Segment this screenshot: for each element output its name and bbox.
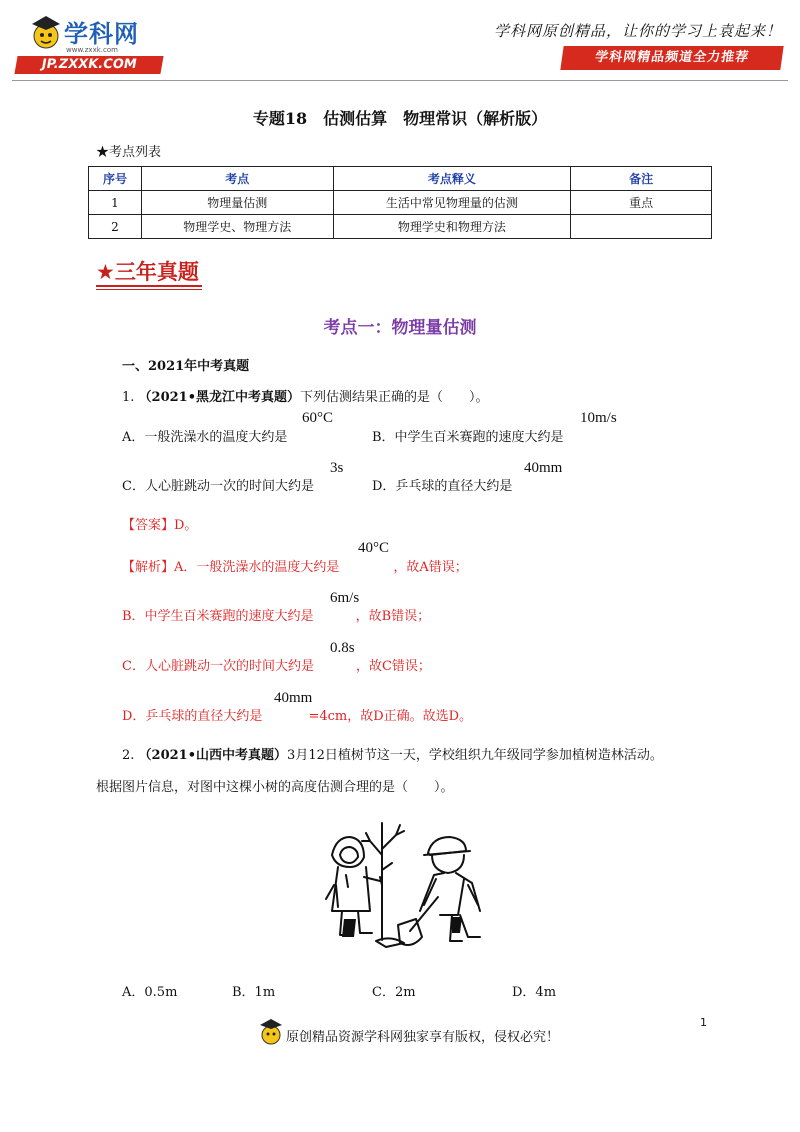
explanation-text: C．人心脏跳动一次的时间大约是 [122, 659, 314, 674]
question-text: 下列估测结果正确的是（ ）。 [300, 390, 489, 405]
question-1-stem [122, 386, 489, 405]
section-underline [96, 285, 202, 287]
option-c: C．人心脏跳动一次的时间大约是 [122, 479, 314, 494]
header-slogan: 学科网原创精品，让你的学习上袁起来！ [493, 22, 782, 40]
option-d-value: 40mm [524, 460, 563, 476]
knowledge-point-title: 考点一：物理量估测 [323, 318, 477, 338]
table-cell: 重点 [571, 191, 712, 215]
logo-url-banner: JP.ZXXK.COM [14, 56, 163, 74]
page-number: 1 [700, 1016, 707, 1029]
table-cell: 2 [89, 215, 142, 239]
question-number: 1. [122, 390, 135, 405]
page-title: 专题18 估测估算 物理常识（解析版） [252, 109, 548, 128]
question-2-stem-line2: 根据图片信息，对图中这棵小树的高度估测合理的是（ ）。 [96, 780, 454, 795]
knowledge-point-table [88, 166, 712, 239]
table-header: 考点 [141, 167, 333, 191]
explanation-d-value: 40mm [274, 690, 313, 706]
header-divider [12, 80, 788, 81]
explanation-d [122, 705, 472, 724]
explanation-c [122, 655, 431, 674]
sub-heading: 一、2021年中考真题 [122, 359, 250, 374]
explanation-a [122, 556, 468, 575]
explanation-text: D．乒乓球的直径大约是 [122, 709, 263, 724]
logo-small-url: www.zxxk.com [66, 46, 118, 54]
explanation-b [122, 605, 430, 624]
table-row [89, 215, 712, 239]
question-text: 3月12日植树节这一天，学校组织九年级同学参加植树造林活动。 [287, 748, 663, 763]
tree-planting-illustration [320, 815, 510, 955]
option-b-value: 10m/s [580, 410, 617, 426]
explanation-text: B．中学生百米赛跑的速度大约是 [122, 609, 314, 624]
answer: 【答案】D。 [122, 518, 198, 533]
option-b: B．1m [232, 985, 276, 1000]
explanation-b-value: 6m/s [330, 590, 360, 606]
question-source: （2021•黑龙江中考真题） [138, 390, 301, 405]
table-header-row [89, 167, 712, 191]
explanation-text: ，故B错误； [355, 609, 431, 624]
header-recommend-banner: 学科网精品频道全力推荐 [560, 46, 783, 70]
table-header: 考点释义 [333, 167, 571, 191]
option-c: C．2m [372, 985, 416, 1000]
explanation-c-value: 0.8s [330, 640, 355, 656]
option-a: A．一般洗澡水的温度大约是 [122, 430, 288, 445]
explanation-a-value: 40°C [358, 540, 390, 556]
explanation-text: ，故A错误； [393, 560, 468, 575]
option-c-value: 3s [330, 460, 344, 476]
explanation-text: =4cm，故D正确。故选D。 [308, 709, 473, 724]
table-row [89, 191, 712, 215]
explanation-text: ，故C错误； [355, 659, 431, 674]
section-heading: ★三年真题 [96, 260, 199, 284]
table-cell: 物理学史和物理方法 [333, 215, 571, 239]
table-cell [571, 215, 712, 239]
question-number: 2. [122, 748, 135, 763]
table-header: 备注 [571, 167, 712, 191]
explanation-text: 【解析】A．一般洗澡水的温度大约是 [122, 560, 340, 575]
question-2-stem [122, 744, 663, 763]
table-cell: 生活中常见物理量的估测 [333, 191, 571, 215]
section-underline [96, 289, 202, 290]
list-title: ★考点列表 [96, 145, 162, 160]
table-cell: 物理学史、物理方法 [141, 215, 333, 239]
footer-copyright: 原创精品资源学科网独家享有版权，侵权必究！ [286, 1030, 560, 1045]
logo-text: 学科网 [64, 20, 139, 48]
option-d: D．4m [512, 985, 557, 1000]
option-d: D．乒乓球的直径大约是 [372, 479, 513, 494]
mascot-icon [258, 1018, 284, 1048]
table-cell: 物理量估测 [141, 191, 333, 215]
table-cell: 1 [89, 191, 142, 215]
mascot-icon [28, 14, 64, 54]
option-a-value: 60°C [302, 410, 334, 426]
option-b: B．中学生百米赛跑的速度大约是 [372, 430, 564, 445]
question-source: （2021•山西中考真题） [138, 748, 288, 763]
option-a: A．0.5m [122, 985, 178, 1000]
table-header: 序号 [89, 167, 142, 191]
zxxk-logo [14, 12, 164, 74]
